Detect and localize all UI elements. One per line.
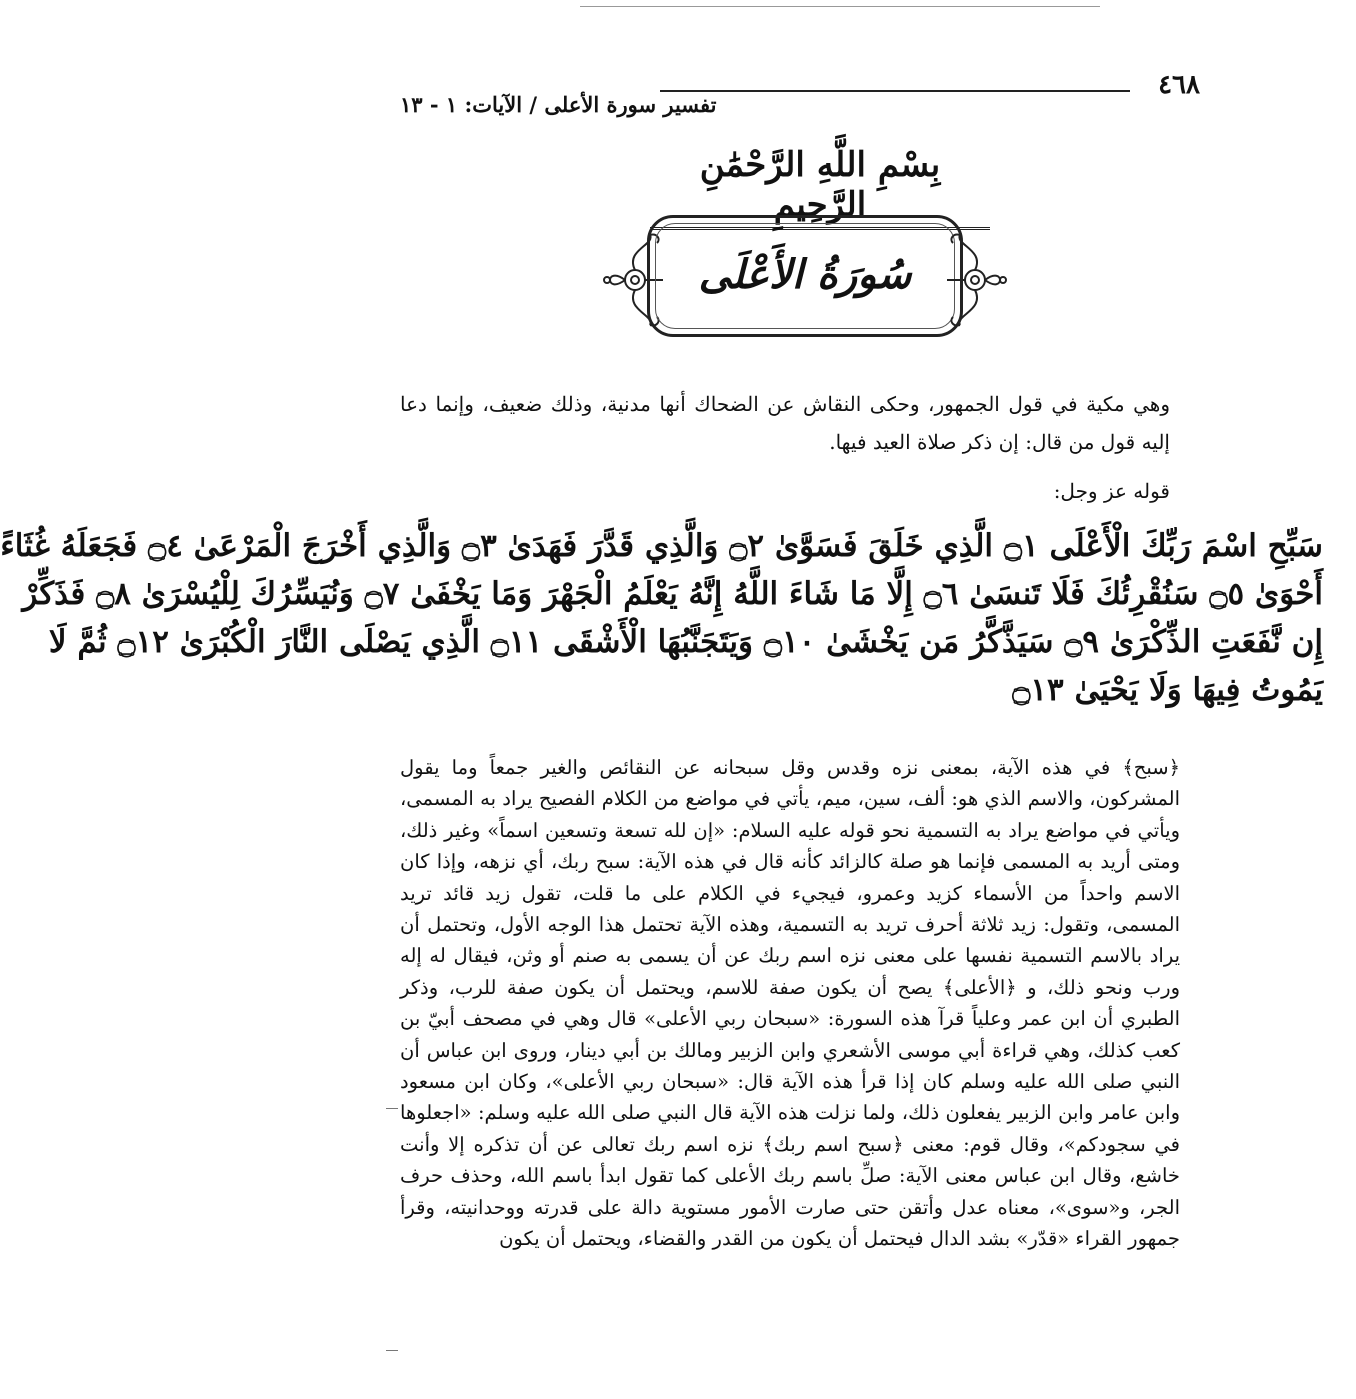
basmala: بِسْمِ اللَّهِ الرَّحْمَٰنِ الرَّحِيمِ (650, 145, 990, 230)
margin-mark (386, 1108, 398, 1109)
verse-lead-in: قوله عز وجل: (1053, 479, 1170, 503)
floral-ornament-icon (945, 225, 1015, 335)
quran-verse-line: إِن نَّفَعَتِ الذِّكْرَىٰ ۝٩ سَيَذَّكَّرُ مَن يَخْشَىٰ ۝١٠ وَيَتَجَنَّبُهَا الْأَشْقَى ۝١١ الَّذِي يَصْلَى النَّارَ الْكُبْرَىٰ ۝١٢ ثُمَّ لَا (48, 624, 1323, 660)
quran-verse-line: يَمُوتُ فِيهَا وَلَا يَحْيَىٰ ۝١٣ (1012, 672, 1323, 708)
tafsir-commentary (400, 752, 1180, 1255)
running-title: تفسير سورة الأعلى / الآيات: ١ - ١٣ (400, 92, 717, 117)
commentary-paragraph: ﴿سبح﴾ في هذه الآية، بمعنى نزه وقدس وقل سبحانه عن النقائص والغير جمعاً وما يقول المشركون، والاسم الذي هو: ألف، سين، ميم، يأتي في مواضع من الكلام الفصيح يراد به المسمى، ويأتي في مواضع يراد به التسمية نحو قوله عليه السلام: «إن لله تسعة وتسعين اسماً» وغير ذلك، ومتى أريد به المسمى فإنما هو صلة كالزائد كأنه قال في هذه الآية: سبح ربك، أي نزهه، وإذا كان الاسم واحداً من الأسماء كزيد وعمرو، فيجيء في الكلام على ما قلت، تقول زيد قائد تريد المسمى، وتقول: زيد ثلاثة أحرف تريد به التسمية، وهذه الآية تحتمل هذا الوجه الأول، وتحتمل أن يراد بالاسم التسمية نفسها على معنى نزه اسم ربك عن أن يسمى به صنم أو وثن، فيقال له إله ورب ونحو ذلك، و ﴿الأعلى﴾ يصح أن يكون صفة للاسم، ويحتمل أن يكون صفة للرب، وذكر الطبري أن ابن عمر وعلياً قرآ هذه السورة: «سبحان ربي الأعلى» قال وهي في مصحف أبيّ بن كعب كذلك، وهي قراءة أبي موسى الأشعري وابن الزبير ومالك بن أبي دينار، وروى ابن عباس أن النبي صلى الله عليه وسلم كان إذا قرأ هذه الآية قال: «سبحان ربي الأعلى»، وكان ابن مسعود وابن عامر وابن الزبير يفعلون ذلك، ولما نزلت هذه الآية قال النبي صلى الله عليه وسلم: «اجعلوها في سجودكم»، وقال قوم: معنى ﴿سبح اسم ربك﴾ نزه اسم ربك تعالى عن أن تذكره إلا وأنت خاشع، وقال ابن عباس معنى الآية: صلِّ باسم ربك الأعلى كما تقول ابدأ باسم الله، وحذف حرف الجر، و«سوى»، معناه عدل وأتقن حتى صارت الأمور مستوية دالة على قدرته ووحدانيته، وقرأ جمهور القراء «قدّر» بشد الدال فيحتمل أن يكون من القدر والقضاء، ويحتمل أن يكون (400, 756, 1180, 1251)
header-rule (660, 90, 1130, 92)
surah-title: سُورَةُ الأَعْلَى (698, 251, 912, 298)
quran-verse-line: سَبِّحِ اسْمَ رَبِّكَ الْأَعْلَى ۝١ الَّذِي خَلَقَ فَسَوَّىٰ ۝٢ وَالَّذِي قَدَّرَ فَهَدَىٰ ۝٣ وَالَّذِي أَخْرَجَ الْمَرْعَىٰ ۝٤ فَجَعَلَهُ غُثَاءً (0, 528, 1323, 564)
quran-verses (0, 522, 1323, 714)
surah-title-frame (595, 205, 1015, 345)
running-header (400, 70, 1200, 126)
margin-mark (386, 1350, 398, 1351)
top-scan-rule (580, 6, 1100, 7)
page-number: ٤٦٨ (1158, 70, 1200, 100)
surah-introduction: وهي مكية في قول الجمهور، وحكى النقاش عن الضحاك أنها مدنية، وذلك ضعيف، وإنما دعا إليه قول من قال: إن ذكر صلاة العيد فيها. (400, 392, 1170, 454)
quran-verse-line: أَحْوَىٰ ۝٥ سَنُقْرِئُكَ فَلَا تَنسَىٰ ۝٦ إِلَّا مَا شَاءَ اللَّهُ إِنَّهُ يَعْلَمُ الْجَهْرَ وَمَا يَخْفَىٰ ۝٧ وَنُيَسِّرُكَ لِلْيُسْرَىٰ ۝٨ فَذَكِّرْ (22, 576, 1323, 612)
